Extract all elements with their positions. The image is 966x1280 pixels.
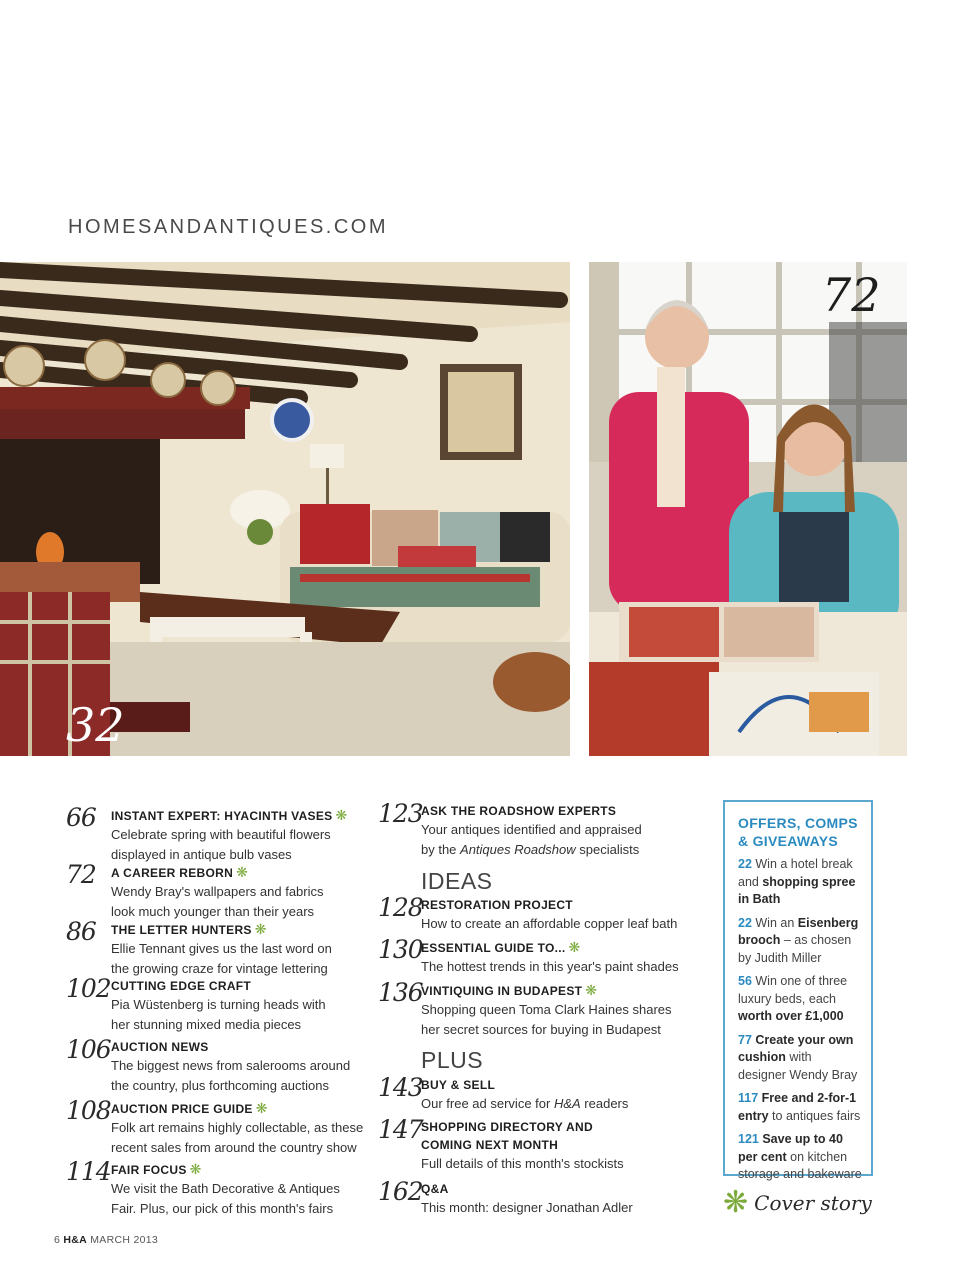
entry-description: recent sales from around the country show — [111, 1139, 357, 1155]
offer-item[interactable]: 22 Win a hotel break and shopping spree in Bath — [738, 857, 856, 906]
entry-title: RESTORATION PROJECT — [421, 898, 573, 912]
offer-item[interactable]: 22 Win an Eisenberg brooch – as chosen by Judith Miller — [738, 915, 859, 965]
page-number: 72 — [66, 860, 96, 889]
entry-description: look much younger than their years — [111, 903, 315, 919]
entry-description: the growing craze for vintage lettering — [111, 960, 328, 976]
page-number: 108 — [66, 1096, 111, 1125]
entry-title: ESSENTIAL GUIDE TO... — [421, 941, 566, 955]
offer-item[interactable]: 121 Save up to 40 per cent on kitchen storage and bakeware — [738, 1132, 862, 1181]
entry-description: This month: designer Jonathan Adler — [421, 1200, 633, 1215]
contents-entry[interactable] — [66, 974, 326, 1034]
magazine-brand: H&A — [63, 1234, 88, 1246]
cover-story-star-icon: ❋ — [335, 807, 348, 823]
entry-description: Ellie Tennant gives us the last word on — [111, 941, 332, 956]
issue-date: MARCH 2013 — [90, 1234, 159, 1246]
page-number: 66 — [66, 803, 96, 832]
entry-description: Fair. Plus, our pick of this month's fairs — [111, 1200, 334, 1216]
contents-entry[interactable] — [66, 1035, 351, 1095]
entry-description: Celebrate spring with beautiful flowers — [111, 827, 331, 842]
entry-title: AUCTION NEWS — [111, 1040, 209, 1054]
cover-story-star-icon: ❋ — [255, 1100, 268, 1116]
designers-photo — [589, 262, 907, 756]
page-number: 143 — [378, 1073, 423, 1102]
page-number: 114 — [66, 1157, 111, 1186]
contents-entry[interactable] — [378, 1177, 633, 1218]
contents-entry[interactable] — [378, 935, 679, 977]
page-number: 147 — [378, 1115, 423, 1144]
entry-title: CUTTING EDGE CRAFT — [111, 979, 252, 993]
offers-box — [723, 800, 873, 1181]
contents-entry[interactable] — [66, 860, 324, 921]
entry-description: Full details of this month's stockists — [421, 1156, 624, 1171]
page-footer — [54, 1234, 158, 1246]
entry-description: displayed in antique bulb vases — [111, 846, 292, 862]
page-number: 106 — [66, 1035, 111, 1064]
contents-entry[interactable] — [66, 803, 348, 864]
cover-story-star-icon: ❋ — [236, 864, 249, 880]
entry-title: ASK THE ROADSHOW EXPERTS — [421, 804, 617, 818]
folio: 6 — [54, 1234, 61, 1246]
contents-entry[interactable] — [66, 1157, 340, 1218]
entry-title: FAIR FOCUS — [111, 1163, 187, 1177]
contents-entry[interactable] — [378, 978, 672, 1039]
entry-description: Folk art remains highly collectable, as these — [111, 1120, 364, 1135]
entry-title: COMING NEXT MONTH — [421, 1138, 559, 1152]
offer-item[interactable]: 77 Create your own cushion with designer Wendy Bray — [738, 1032, 858, 1082]
entry-description: We visit the Bath Decorative & Antiques — [111, 1181, 340, 1196]
entry-title: Q&A — [421, 1182, 449, 1196]
section-heading-plus: PLUS — [421, 1047, 484, 1073]
entry-title: INSTANT EXPERT: HYACINTH VASES — [111, 809, 333, 823]
cover-story-star-icon: ❋ — [568, 939, 581, 955]
contents-entry[interactable] — [66, 1096, 364, 1157]
contents-entry[interactable] — [378, 1115, 624, 1174]
contents-entry[interactable] — [66, 917, 332, 978]
cover-story-label: Cover story — [754, 1191, 872, 1215]
entry-description: Wendy Bray's wallpapers and fabrics — [111, 884, 324, 899]
offer-item[interactable]: 117 Free and 2-for-1 entry to antiques fairs — [738, 1091, 861, 1123]
cover-story-star-icon: ❋ — [723, 1186, 749, 1219]
offer-item[interactable]: 56 Win one of three luxury beds, each worth over £1,000 — [738, 974, 848, 1023]
cover-story-star-icon: ❋ — [585, 982, 598, 998]
entry-description: The hottest trends in this year's paint shades — [421, 959, 679, 974]
section-heading-ideas: IDEAS — [421, 868, 493, 894]
living-room-photo — [0, 262, 570, 756]
entry-description: Pia Wüstenberg is turning heads with — [111, 997, 326, 1012]
entry-description: How to create an affordable copper leaf bath — [421, 916, 678, 931]
entry-description: Your antiques identified and appraised — [421, 822, 642, 837]
offers-title: OFFERS, COMPS & GIVEAWAYS — [738, 815, 858, 849]
entry-description: her secret sources for buying in Budapest — [421, 1021, 661, 1037]
page-number: 86 — [66, 917, 96, 946]
contents-entry[interactable] — [378, 1073, 629, 1114]
page-number: 123 — [378, 799, 423, 828]
entry-description: Shopping queen Toma Clark Haines shares — [421, 1002, 672, 1017]
page-number: 162 — [378, 1177, 423, 1206]
page-number: 128 — [378, 893, 423, 922]
entry-title: VINTIQUING IN BUDAPEST — [421, 984, 583, 998]
entry-title: A CAREER REBORN — [111, 866, 234, 880]
entry-description: The biggest news from salerooms around — [111, 1058, 351, 1073]
entry-description: Our free ad service for H&A readers — [421, 1096, 629, 1111]
photo-page-number: 32 — [66, 698, 125, 752]
entry-title: AUCTION PRICE GUIDE — [111, 1102, 253, 1116]
site-url: HOMESANDANTIQUES.COM — [68, 216, 389, 238]
contents-entry[interactable] — [378, 893, 678, 934]
entry-title: BUY & SELL — [421, 1078, 496, 1092]
entry-title: THE LETTER HUNTERS — [111, 923, 252, 937]
entry-description: the country, plus forthcoming auctions — [111, 1077, 329, 1093]
page-number: 136 — [378, 978, 423, 1007]
page-number: 102 — [66, 974, 111, 1003]
photo-page-number: 72 — [822, 268, 881, 322]
page-number: 130 — [378, 935, 423, 964]
entry-description: her stunning mixed media pieces — [111, 1016, 302, 1032]
cover-story-star-icon: ❋ — [254, 921, 267, 937]
contents-entry[interactable] — [378, 799, 642, 859]
cover-story-key — [723, 1188, 872, 1218]
cover-story-star-icon: ❋ — [189, 1161, 202, 1177]
entry-title: SHOPPING DIRECTORY AND — [421, 1120, 593, 1134]
entry-description: by the Antiques Roadshow specialists — [421, 841, 640, 857]
